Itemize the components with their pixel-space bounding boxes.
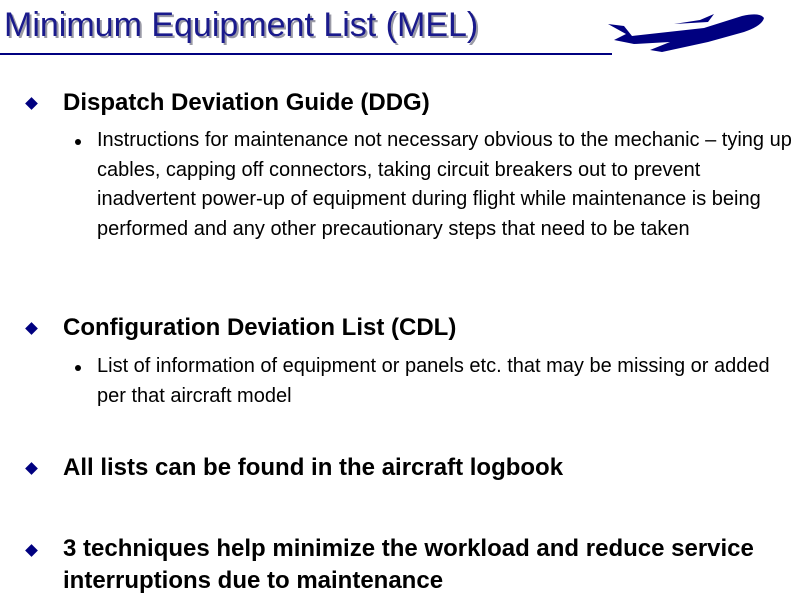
airplane-icon	[604, 10, 766, 56]
title-underline	[0, 53, 612, 55]
slide-title: Minimum Equipment List (MEL)	[4, 6, 479, 44]
sub-bullet-cdl-text: List of information of equipment or panels etc. that may be missing or added per that aircraft model	[97, 355, 770, 407]
diamond-bullet-icon	[25, 322, 38, 335]
bullet-three-techniques: 3 techniques help minimize the workload and reduce service interruptions due to maintenance	[63, 535, 754, 594]
dot-bullet-icon	[75, 365, 81, 371]
diamond-bullet-icon	[25, 97, 38, 110]
sub-bullet-ddg-text: Instructions for maintenance not necessary obvious to the mechanic – tying up cables, capping off connectors, taking circuit breakers out to prevent inadvertent power-up of equipment during flight while maintenance is being performed and any other precautionary steps that need to be taken	[97, 129, 792, 240]
bullet-ddg: Dispatch Deviation Guide (DDG)	[63, 89, 430, 116]
bullet-lists-logbook: All lists can be found in the aircraft logbook	[63, 454, 564, 481]
bullet-cdl: Configuration Deviation List (CDL)	[63, 314, 457, 341]
dot-bullet-icon	[75, 139, 81, 145]
diamond-bullet-icon	[25, 462, 38, 475]
diamond-bullet-icon	[25, 544, 38, 557]
